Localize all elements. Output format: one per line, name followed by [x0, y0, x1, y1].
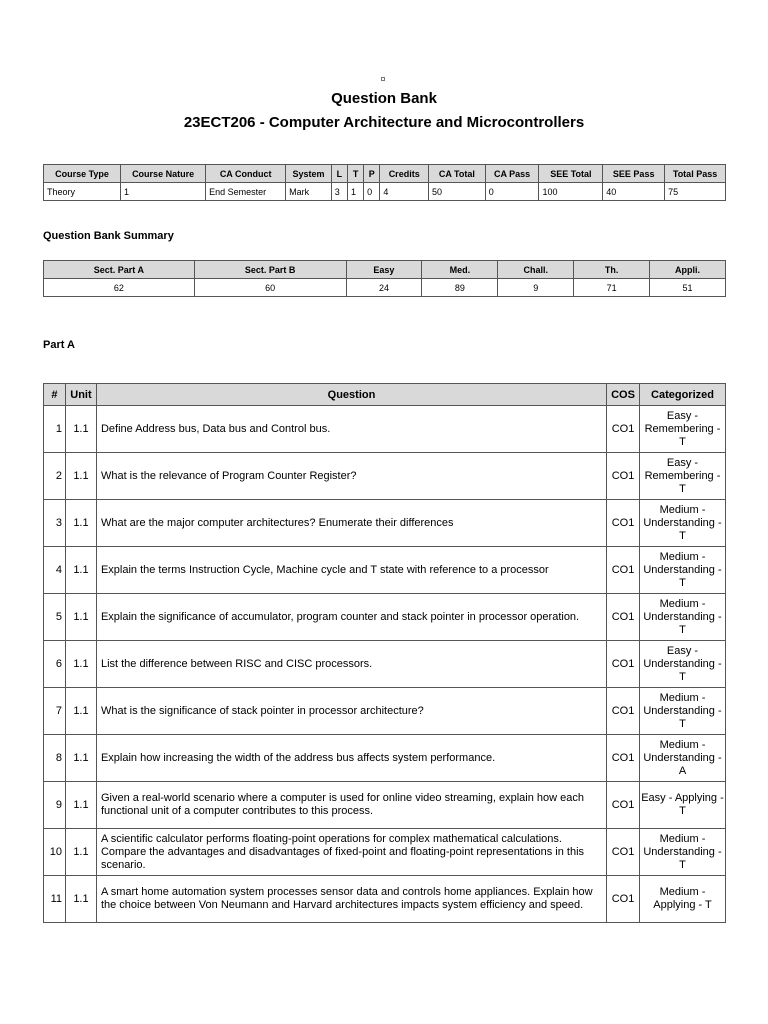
- page-title: Question Bank: [331, 90, 437, 107]
- question-category: Medium - Understanding - T: [640, 829, 726, 876]
- summary-header: Easy: [346, 261, 422, 279]
- course-info-value: 0: [485, 183, 539, 201]
- question-number: 1: [44, 406, 66, 453]
- question-text: A smart home automation system processes sensor data and controls home appliances. Explain how the choice between Von Neumann and Harvard architectures impacts system efficiency and speed.: [96, 876, 606, 923]
- course-info-header: T: [347, 165, 363, 183]
- question-text: Define Address bus, Data bus and Control bus.: [96, 406, 606, 453]
- question-category: Medium - Understanding - T: [640, 688, 726, 735]
- question-unit: 1.1: [65, 688, 96, 735]
- summary-value: 24: [346, 279, 422, 297]
- question-number: 5: [44, 594, 66, 641]
- question-row: [44, 782, 726, 829]
- course-info-value: 4: [380, 183, 429, 201]
- question-category: Easy - Remembering - T: [640, 406, 726, 453]
- course-info-value: 50: [429, 183, 486, 201]
- question-cos: CO1: [607, 453, 640, 500]
- course-info-value: 0: [364, 183, 380, 201]
- summary-header-row: [44, 261, 726, 279]
- course-info-value: 100: [539, 183, 603, 201]
- course-info-value: 75: [665, 183, 726, 201]
- course-info-header: SEE Total: [539, 165, 603, 183]
- summary-table: [43, 260, 726, 297]
- course-info-header: Total Pass: [665, 165, 726, 183]
- question-unit: 1.1: [65, 453, 96, 500]
- question-number: 8: [44, 735, 66, 782]
- question-number: 7: [44, 688, 66, 735]
- course-info-table: [43, 164, 726, 201]
- summary-header: Sect. Part A: [44, 261, 195, 279]
- summary-value-row: [44, 279, 726, 297]
- course-info-value: Mark: [286, 183, 332, 201]
- question-text: A scientific calculator performs floating-point operations for complex mathematical calculations. Compare the advantages and disadvantages of fixed-point and floating-point representations in this scenario.: [96, 829, 606, 876]
- question-number: 9: [44, 782, 66, 829]
- question-text: What are the major computer architectures? Enumerate their differences: [96, 500, 606, 547]
- question-cos: CO1: [607, 876, 640, 923]
- summary-value: 60: [194, 279, 346, 297]
- course-info-header: CA Total: [429, 165, 486, 183]
- question-row: [44, 876, 726, 923]
- course-info-header: L: [331, 165, 347, 183]
- course-info-header: System: [286, 165, 332, 183]
- question-unit: 1.1: [65, 735, 96, 782]
- summary-header: Appli.: [650, 261, 726, 279]
- question-category: Medium - Understanding - A: [640, 735, 726, 782]
- course-info-value: 40: [603, 183, 665, 201]
- question-row: [44, 735, 726, 782]
- header-question: Question: [96, 384, 606, 406]
- course-info-header: CA Pass: [485, 165, 539, 183]
- question-row: [44, 829, 726, 876]
- header-number: #: [44, 384, 66, 406]
- question-row: [44, 406, 726, 453]
- question-row: [44, 547, 726, 594]
- summary-header: Th.: [574, 261, 650, 279]
- question-number: 11: [44, 876, 66, 923]
- question-row: [44, 453, 726, 500]
- question-number: 2: [44, 453, 66, 500]
- question-category: Easy - Understanding - T: [640, 641, 726, 688]
- question-cos: CO1: [607, 735, 640, 782]
- course-info-header: Credits: [380, 165, 429, 183]
- course-info-header: SEE Pass: [603, 165, 665, 183]
- question-cos: CO1: [607, 829, 640, 876]
- question-number: 10: [44, 829, 66, 876]
- question-category: Medium - Understanding - T: [640, 594, 726, 641]
- course-info-value: 1: [121, 183, 206, 201]
- question-category: Medium - Understanding - T: [640, 547, 726, 594]
- course-info-header: Course Nature: [121, 165, 206, 183]
- course-info-header: P: [364, 165, 380, 183]
- question-text: Explain the terms Instruction Cycle, Machine cycle and T state with reference to a processor: [96, 547, 606, 594]
- summary-header: Chall.: [498, 261, 574, 279]
- question-text: What is the significance of stack pointer in processor architecture?: [96, 688, 606, 735]
- question-category: Easy - Remembering - T: [640, 453, 726, 500]
- part-a-heading: Part A: [43, 339, 75, 351]
- question-cos: CO1: [607, 688, 640, 735]
- course-info-header: Course Type: [44, 165, 121, 183]
- question-text: Given a real-world scenario where a computer is used for online video streaming, explain how each functional unit of a computer contributes to this process.: [96, 782, 606, 829]
- summary-heading: Question Bank Summary: [43, 230, 174, 242]
- question-row: [44, 641, 726, 688]
- question-category: Medium - Applying - T: [640, 876, 726, 923]
- question-cos: CO1: [607, 406, 640, 453]
- question-unit: 1.1: [65, 500, 96, 547]
- question-row: [44, 688, 726, 735]
- course-info-value: 3: [331, 183, 347, 201]
- question-category: Medium - Understanding - T: [640, 500, 726, 547]
- question-cos: CO1: [607, 594, 640, 641]
- page-marker: [381, 77, 385, 81]
- header-cos: COS: [607, 384, 640, 406]
- course-info-value: Theory: [44, 183, 121, 201]
- summary-value: 89: [422, 279, 498, 297]
- question-unit: 1.1: [65, 594, 96, 641]
- questions-header-row: [44, 384, 726, 406]
- question-cos: CO1: [607, 500, 640, 547]
- course-info-header: CA Conduct: [206, 165, 286, 183]
- question-number: 6: [44, 641, 66, 688]
- question-text: Explain the significance of accumulator, program counter and stack pointer in processor operation.: [96, 594, 606, 641]
- summary-value: 62: [44, 279, 195, 297]
- question-text: Explain how increasing the width of the address bus affects system performance.: [96, 735, 606, 782]
- course-info-value: 1: [347, 183, 363, 201]
- question-row: [44, 500, 726, 547]
- course-info-value: End Semester: [206, 183, 286, 201]
- question-unit: 1.1: [65, 876, 96, 923]
- question-unit: 1.1: [65, 782, 96, 829]
- page-subtitle: 23ECT206 - Computer Architecture and Microcontrollers: [183, 114, 585, 131]
- question-row: [44, 594, 726, 641]
- summary-value: 51: [650, 279, 726, 297]
- summary-header: Med.: [422, 261, 498, 279]
- question-cos: CO1: [607, 782, 640, 829]
- header-categorized: Categorized: [640, 384, 726, 406]
- course-info-header-row: [44, 165, 726, 183]
- question-unit: 1.1: [65, 641, 96, 688]
- question-cos: CO1: [607, 547, 640, 594]
- question-category: Easy - Applying - T: [640, 782, 726, 829]
- question-number: 3: [44, 500, 66, 547]
- header-unit: Unit: [65, 384, 96, 406]
- summary-value: 71: [574, 279, 650, 297]
- question-unit: 1.1: [65, 547, 96, 594]
- question-text: What is the relevance of Program Counter Register?: [96, 453, 606, 500]
- questions-table: [43, 383, 726, 923]
- summary-header: Sect. Part B: [194, 261, 346, 279]
- course-info-value-row: [44, 183, 726, 201]
- question-unit: 1.1: [65, 829, 96, 876]
- summary-value: 9: [498, 279, 574, 297]
- question-text: List the difference between RISC and CISC processors.: [96, 641, 606, 688]
- question-unit: 1.1: [65, 406, 96, 453]
- question-cos: CO1: [607, 641, 640, 688]
- questions-body: [44, 406, 726, 923]
- question-number: 4: [44, 547, 66, 594]
